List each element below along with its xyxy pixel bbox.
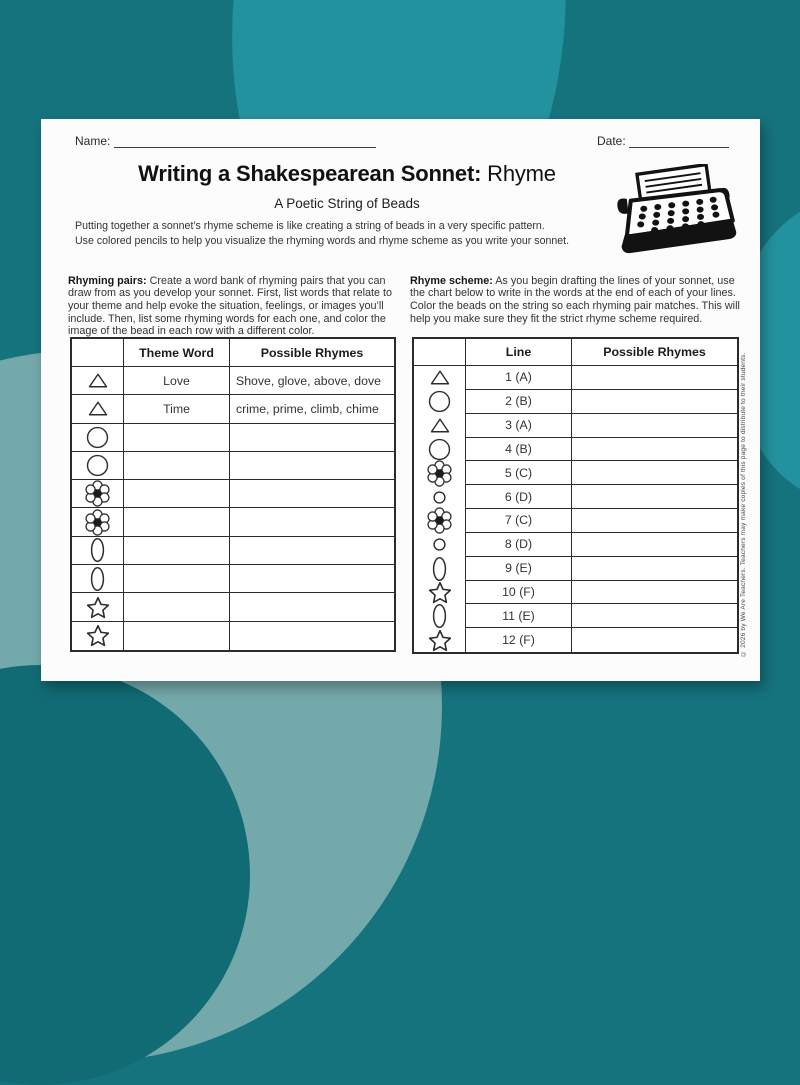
possible-rhymes-header: Possible Rhymes (572, 339, 737, 366)
bead-flower-icon (426, 460, 453, 487)
date-line (629, 134, 729, 148)
line-cell: 10 (F) (466, 581, 572, 605)
intro-line-2: Use colored pencils to help you visualize the rhyming words and rhyme scheme as you write your sonnet. (75, 235, 570, 247)
theme-word-cell: Time (124, 395, 230, 423)
bead-circle-small-icon (433, 491, 446, 504)
theme-word-cell (124, 480, 230, 508)
intro-line-1: Putting together a sonnet’s rhyme scheme is like creating a string of beads in a very specific pattern. (75, 220, 545, 232)
name-date-row (75, 134, 735, 148)
bead-oval-icon (90, 566, 105, 592)
bead-flower-icon (426, 507, 453, 534)
copyright-text: © 2026 by We Are Teachers. Teachers may make copies of this page to distribute to their students. (740, 352, 747, 657)
possible-rhymes-cell (572, 485, 737, 509)
possible-rhymes-cell: crime, prime, climb, chime (230, 395, 394, 423)
line-cell: 4 (B) (466, 438, 572, 462)
bead-cell (72, 508, 124, 536)
possible-rhymes-cell (230, 452, 394, 480)
line-cell: 5 (C) (466, 461, 572, 485)
possible-rhymes-cell (572, 414, 737, 438)
bead-triangle-icon (430, 417, 450, 434)
possible-rhymes-cell (230, 622, 394, 650)
theme-word-cell (124, 593, 230, 621)
theme-word-cell (124, 537, 230, 565)
line-cell: 9 (E) (466, 557, 572, 581)
bead-cell (72, 480, 124, 508)
possible-rhymes-cell (572, 461, 737, 485)
bead-cell (72, 367, 124, 395)
rhyme-scheme-instructions: Rhyme scheme: As you begin drafting the lines of your sonnet, use the chart below to write in the words at the end of each of your lines. Color the beads on the string so each rhyming pair matches. This will help you make sure they fit the strict rhyme scheme required. (410, 274, 740, 325)
bead-oval-icon (90, 537, 105, 563)
theme-word-cell (124, 452, 230, 480)
worksheet-subtitle: A Poetic String of Beads (274, 196, 420, 211)
bead-column-header (414, 339, 466, 366)
possible-rhymes-cell (230, 565, 394, 593)
possible-rhymes-cell (572, 581, 737, 605)
line-cell: 8 (D) (466, 533, 572, 557)
bead-cell (72, 622, 124, 650)
bead-circle-small-icon (433, 538, 446, 551)
line-cell: 2 (B) (466, 390, 572, 414)
possible-rhymes-cell: Shove, glove, above, dove (230, 367, 394, 395)
name-line (114, 134, 376, 148)
bead-cell (72, 424, 124, 452)
possible-rhymes-cell (572, 390, 737, 414)
theme-word-header: Theme Word (124, 339, 230, 367)
possible-rhymes-header: Possible Rhymes (230, 339, 394, 367)
bead-star-icon (427, 629, 453, 652)
title-bold: Writing a Shakespearean Sonnet: (138, 161, 482, 186)
line-cell: 7 (C) (466, 509, 572, 533)
bead-cell (72, 395, 124, 423)
date-label: Date: (597, 134, 626, 148)
line-cell: 11 (E) (466, 604, 572, 628)
bead-circle-icon (428, 438, 451, 461)
possible-rhymes-cell (230, 480, 394, 508)
bead-triangle-icon (88, 372, 108, 389)
possible-rhymes-cell (572, 366, 737, 390)
bead-star-icon (427, 581, 453, 604)
bead-flower-icon (84, 509, 111, 536)
worksheet-page (41, 119, 760, 681)
rhyming-pairs-table (70, 337, 396, 652)
title-accent: Rhyme (481, 161, 556, 186)
bead-triangle-icon (88, 400, 108, 417)
possible-rhymes-cell (572, 604, 737, 628)
line-cell: 3 (A) (466, 414, 572, 438)
bead-circle-icon (86, 454, 109, 477)
intro-paragraph (75, 219, 569, 249)
possible-rhymes-cell (230, 508, 394, 536)
theme-word-cell: Love (124, 367, 230, 395)
rhyming-pairs-instructions: Rhyming pairs: Create a word bank of rhyming pairs that you can draw from as you develop your sonnet. First, list words that relate to your theme and help evoke the situation, feelings, or images you’ll include. Then, list some rhyming words for each one, and color the image of the bead in each row with a different color. (68, 274, 393, 338)
bead-column-header (72, 339, 124, 367)
theme-word-cell (124, 424, 230, 452)
worksheet-title (41, 161, 653, 187)
rhyme-scheme-lead: Rhyme scheme: (410, 274, 493, 287)
possible-rhymes-cell (572, 509, 737, 533)
rhyme-scheme-table (412, 337, 739, 654)
bead-cell (72, 537, 124, 565)
name-label: Name: (75, 134, 111, 148)
line-cell: 6 (D) (466, 485, 572, 509)
bead-string (414, 366, 466, 652)
theme-word-cell (124, 565, 230, 593)
bead-star-icon (85, 596, 111, 619)
bead-circle-icon (428, 390, 451, 413)
possible-rhymes-cell (572, 533, 737, 557)
possible-rhymes-cell (230, 537, 394, 565)
theme-word-cell (124, 622, 230, 650)
bead-star-icon (85, 624, 111, 647)
bead-cell (72, 565, 124, 593)
line-header: Line (466, 339, 572, 366)
possible-rhymes-cell (230, 424, 394, 452)
bead-oval-icon (432, 556, 447, 582)
line-cell: 12 (F) (466, 628, 572, 652)
possible-rhymes-cell (572, 438, 737, 462)
possible-rhymes-cell (572, 557, 737, 581)
rhyming-pairs-lead: Rhyming pairs: (68, 274, 147, 287)
theme-word-cell (124, 508, 230, 536)
bead-cell (72, 452, 124, 480)
possible-rhymes-cell (572, 628, 737, 652)
bead-triangle-icon (430, 369, 450, 386)
possible-rhymes-cell (230, 593, 394, 621)
bead-cell (72, 593, 124, 621)
line-cell: 1 (A) (466, 366, 572, 390)
bead-oval-icon (432, 603, 447, 629)
date-group (597, 134, 729, 148)
bead-flower-icon (84, 480, 111, 507)
bead-circle-icon (86, 426, 109, 449)
typewriter-icon (611, 164, 737, 258)
